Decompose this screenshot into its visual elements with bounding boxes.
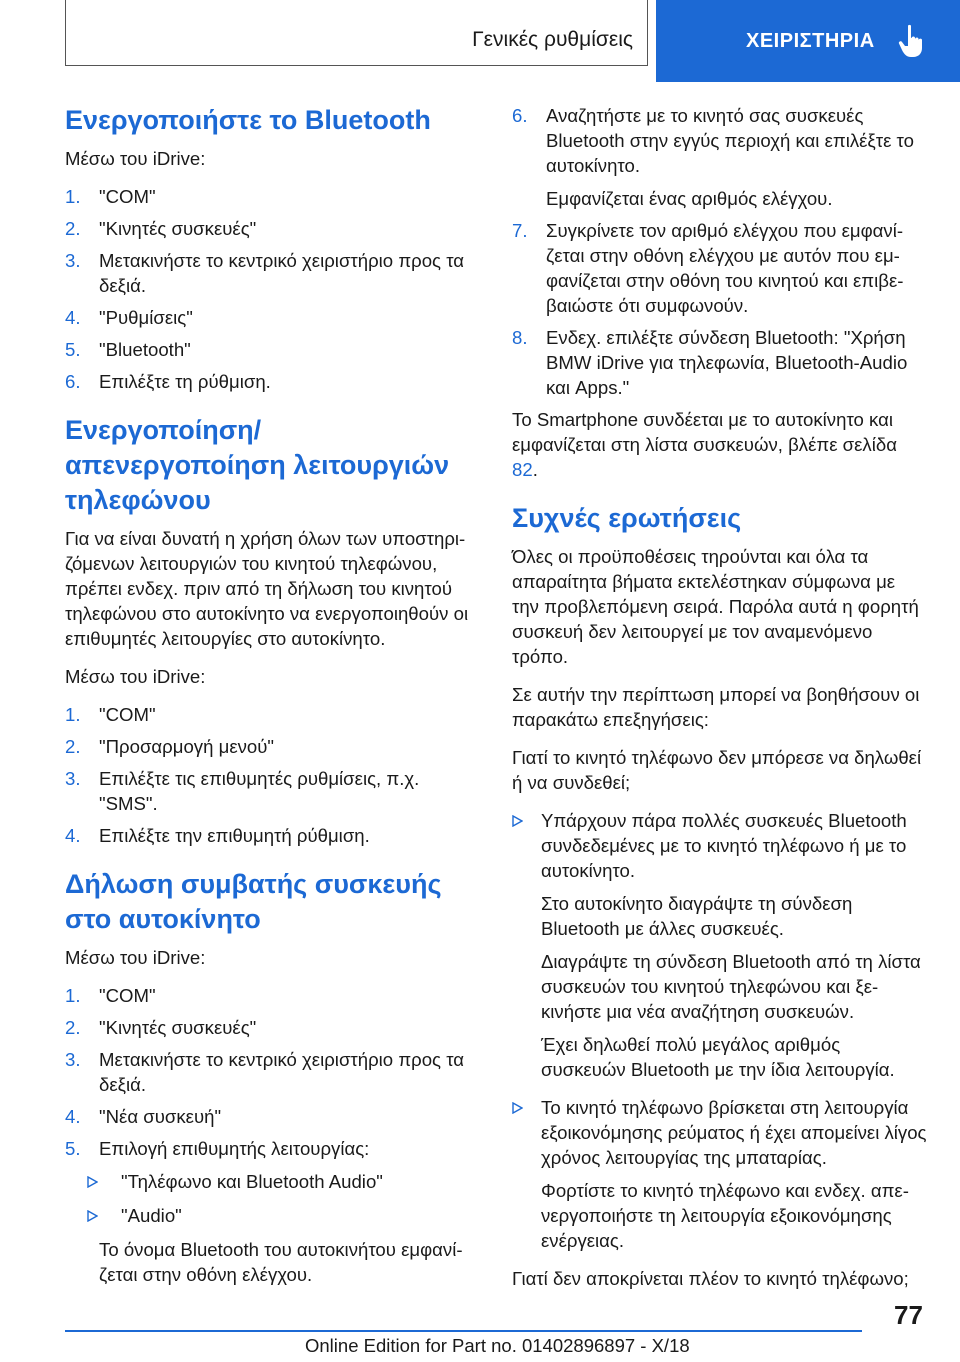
hand-pointer-icon: [898, 24, 930, 58]
step-text: "COM": [99, 186, 156, 207]
step-number: 6.: [65, 371, 81, 392]
list-item: [65, 369, 480, 394]
list-item: [512, 325, 927, 400]
list-item: [512, 1095, 927, 1253]
list-item: [65, 216, 480, 241]
step-number: 8.: [512, 327, 528, 348]
step-text: Συγκρίνετε τον αριθμό ελέγχου που εμφανίζεται στην οθόνη ελέγχου με αυτόν που εμφανίζεται στην οθόνη του κινητού και επιβεβαιώστε ότι συμφωνούν.: [546, 220, 904, 316]
step-text: Ενδεχ. επιλέξτε σύνδεση Bluetooth: "Χρήση BMW iDrive για τηλεφωνία, Bluetooth-Audio και Apps.": [546, 327, 908, 398]
answer-subtext: Στο αυτοκίνητο διαγράψτε τη σύνδεση Bluetooth με άλλες συσκευές.: [541, 893, 853, 939]
list-item: [65, 184, 480, 209]
step-number: 2.: [65, 736, 81, 757]
list-item: [65, 734, 480, 759]
list-item: [512, 808, 927, 1082]
left-column: [65, 103, 480, 1300]
steps-register-device-continued: [512, 103, 927, 400]
step-number: 1.: [65, 985, 81, 1006]
list-item: [65, 248, 480, 298]
section-tab[interactable]: [65, 0, 648, 66]
step-number: 2.: [65, 218, 81, 239]
list-item: [65, 823, 480, 848]
idrive-intro: Μέσω του iDrive:: [65, 666, 206, 687]
step-text: "Προσαρμογή μενού": [99, 736, 275, 757]
list-item: [512, 103, 927, 211]
list-item: [65, 766, 480, 816]
faq-question: Γιατί δεν αποκρίνεται πλέον το κινητό τηλέφωνο;: [512, 1268, 909, 1289]
faq-answer-list: [512, 808, 927, 1253]
list-item: [65, 1047, 480, 1097]
step-text: Μετακινήστε το κεντρικό χειριστήριο προς τα δεξιά.: [99, 1049, 465, 1095]
step-text: "Κινητές συσκευές": [99, 1017, 257, 1038]
manual-section-label: ΧΕΙΡΙΣΤΗΡΙΑ: [746, 30, 875, 52]
list-item: [65, 1104, 480, 1129]
body-text: Για να είναι δυνατή η χρήση όλων των υποστηριζόμενων λειτουργιών του κινητού τηλεφώνου, πρέπει ενδεχ. πριν από τη δήλωση του κινητού τηλεφώνου στο αυτοκίνητο να ενεργοποιηθούν οι επιθυμητές λειτουργίες στο αυτοκίνητο.: [65, 528, 469, 649]
edition-footer: Online Edition for Part no. 01402896897 - X/18: [305, 1335, 690, 1356]
steps-register-device: [65, 983, 480, 1287]
body-text-span: Το Smartphone συνδέεται με το αυτοκίνητο και εμφανίζεται στη λίστα συσκευών, βλέπε σελίδα: [512, 409, 897, 455]
option-list: [65, 1169, 480, 1228]
step-text: "COM": [99, 985, 156, 1006]
triangle-bullet-icon: [87, 1176, 98, 1188]
triangle-bullet-icon: [512, 1102, 523, 1114]
step-text: "Bluetooth": [99, 339, 191, 360]
list-item: [65, 1169, 480, 1194]
option-text: "Τηλέφωνο και Bluetooth Audio": [121, 1171, 383, 1192]
step-number: 1.: [65, 186, 81, 207]
answer-text: Το κινητό τηλέφωνο βρίσκεται στη λειτουργία εξοικονόμησης ρεύματος ή έχει απομείνει λίγος χρόνος λειτουργίας της μπαταρίας.: [541, 1097, 927, 1168]
body-text-end: .: [532, 459, 538, 480]
step-number: 4.: [65, 825, 81, 846]
step-text: "COM": [99, 704, 156, 725]
list-item: [65, 1203, 480, 1228]
answer-text: Υπάρχουν πάρα πολλές συσκευές Bluetooth συνδεδεμένες με το κινητό τηλέφωνο ή με το αυτοκίνητο.: [541, 810, 907, 881]
step-text: Μετακινήστε το κεντρικό χειριστήριο προς τα δεξιά.: [99, 250, 465, 296]
step-number: 3.: [65, 250, 81, 271]
list-item: [65, 1136, 480, 1287]
step-number: 3.: [65, 768, 81, 789]
steps-phone-functions: [65, 702, 480, 848]
section-title-faq: Συχνές ερωτήσεις: [512, 503, 742, 533]
step-number: 4.: [65, 1106, 81, 1127]
step-text: "Ρυθμίσεις": [99, 307, 193, 328]
list-item: [65, 702, 480, 727]
faq-question: Γιατί το κινητό τηλέφωνο δεν μπόρεσε να δηλωθεί ή να συνδεθεί;: [512, 747, 922, 793]
answer-subtext: Διαγράψτε τη σύνδεση Bluetooth από τη λίστα συσκευών του κινητού τηλεφώνου και ξεκινήστε μια νέα αναζήτηση συσκευών.: [541, 951, 921, 1022]
section-title-enable-bluetooth: Ενεργοποιήστε το Bluetooth: [65, 105, 431, 135]
triangle-bullet-icon: [87, 1210, 98, 1222]
steps-enable-bluetooth: [65, 184, 480, 394]
step-number: 5.: [65, 1138, 81, 1159]
list-item: [65, 305, 480, 330]
body-text: Όλες οι προϋποθέσεις τηρούνται και όλα τα απαραίτητα βήματα εκτελέστηκαν σύμφωνα με την προβλεπόμενη σειρά. Παρόλα αυτά η φορητή συσκευή δεν λειτουργεί με τον αναμενόμενο τρόπο.: [512, 546, 919, 667]
step-number: 4.: [65, 307, 81, 328]
step-number: 1.: [65, 704, 81, 725]
step-text: "Νέα συσκευή": [99, 1106, 222, 1127]
step-text: Επιλέξτε τις επιθυμητές ρυθμίσεις, π.χ. "SMS".: [99, 768, 420, 814]
list-item: [65, 1015, 480, 1040]
step-number: 6.: [512, 105, 528, 126]
list-item: [65, 983, 480, 1008]
note-text: Το όνομα Bluetooth του αυτοκινήτου εμφανίζεται στην οθόνη ελέγχου.: [99, 1239, 463, 1285]
section-title-register-device: Δήλωση συμβατής συσκευής στο αυτοκίνητο: [65, 869, 442, 934]
step-subtext: Εμφανίζεται ένας αριθμός ελέγχου.: [546, 188, 833, 209]
footer-divider: [65, 1330, 862, 1332]
answer-subtext: Φορτίστε το κινητό τηλέφωνο και ενδεχ. απενεργοποιήστε τη λειτουργία εξοικονόμησης ενέργειας.: [541, 1180, 909, 1251]
idrive-intro: Μέσω του iDrive:: [65, 947, 206, 968]
body-text: Σε αυτήν την περίπτωση μπορεί να βοηθήσουν οι παρακάτω επεξηγήσεις:: [512, 684, 920, 730]
section-tab-label: Γενικές ρυθμίσεις: [472, 28, 633, 51]
section-title-phone-functions: Ενεργοποίηση/απενεργοποίηση λειτουργιών τηλεφώνου: [65, 415, 450, 515]
option-text: "Audio": [121, 1205, 182, 1226]
list-item: [512, 218, 927, 318]
step-number: 2.: [65, 1017, 81, 1038]
step-number: 5.: [65, 339, 81, 360]
right-column: [512, 103, 927, 1304]
body-text: [512, 407, 927, 482]
step-number: 7.: [512, 220, 528, 241]
page-reference-link[interactable]: 82: [512, 459, 533, 480]
step-text: Επιλογή επιθυμητής λειτουργίας:: [99, 1138, 370, 1159]
page-number: 77: [894, 1300, 923, 1330]
answer-subtext: Έχει δηλωθεί πολύ μεγάλος αριθμός συσκευών Bluetooth με την ίδια λειτουργία.: [541, 1034, 895, 1080]
step-text: Αναζητήστε με το κινητό σας συσκευές Bluetooth στην εγγύς περιοχή και επιλέξτε το αυτοκίνητο.: [546, 105, 914, 176]
step-text: "Κινητές συσκευές": [99, 218, 257, 239]
step-text: Επιλέξτε τη ρύθμιση.: [99, 371, 271, 392]
step-number: 3.: [65, 1049, 81, 1070]
list-item: [65, 337, 480, 362]
step-text: Επιλέξτε την επιθυμητή ρύθμιση.: [99, 825, 370, 846]
idrive-intro: Μέσω του iDrive:: [65, 148, 206, 169]
manual-section-button[interactable]: [656, 0, 960, 82]
triangle-bullet-icon: [512, 815, 523, 827]
